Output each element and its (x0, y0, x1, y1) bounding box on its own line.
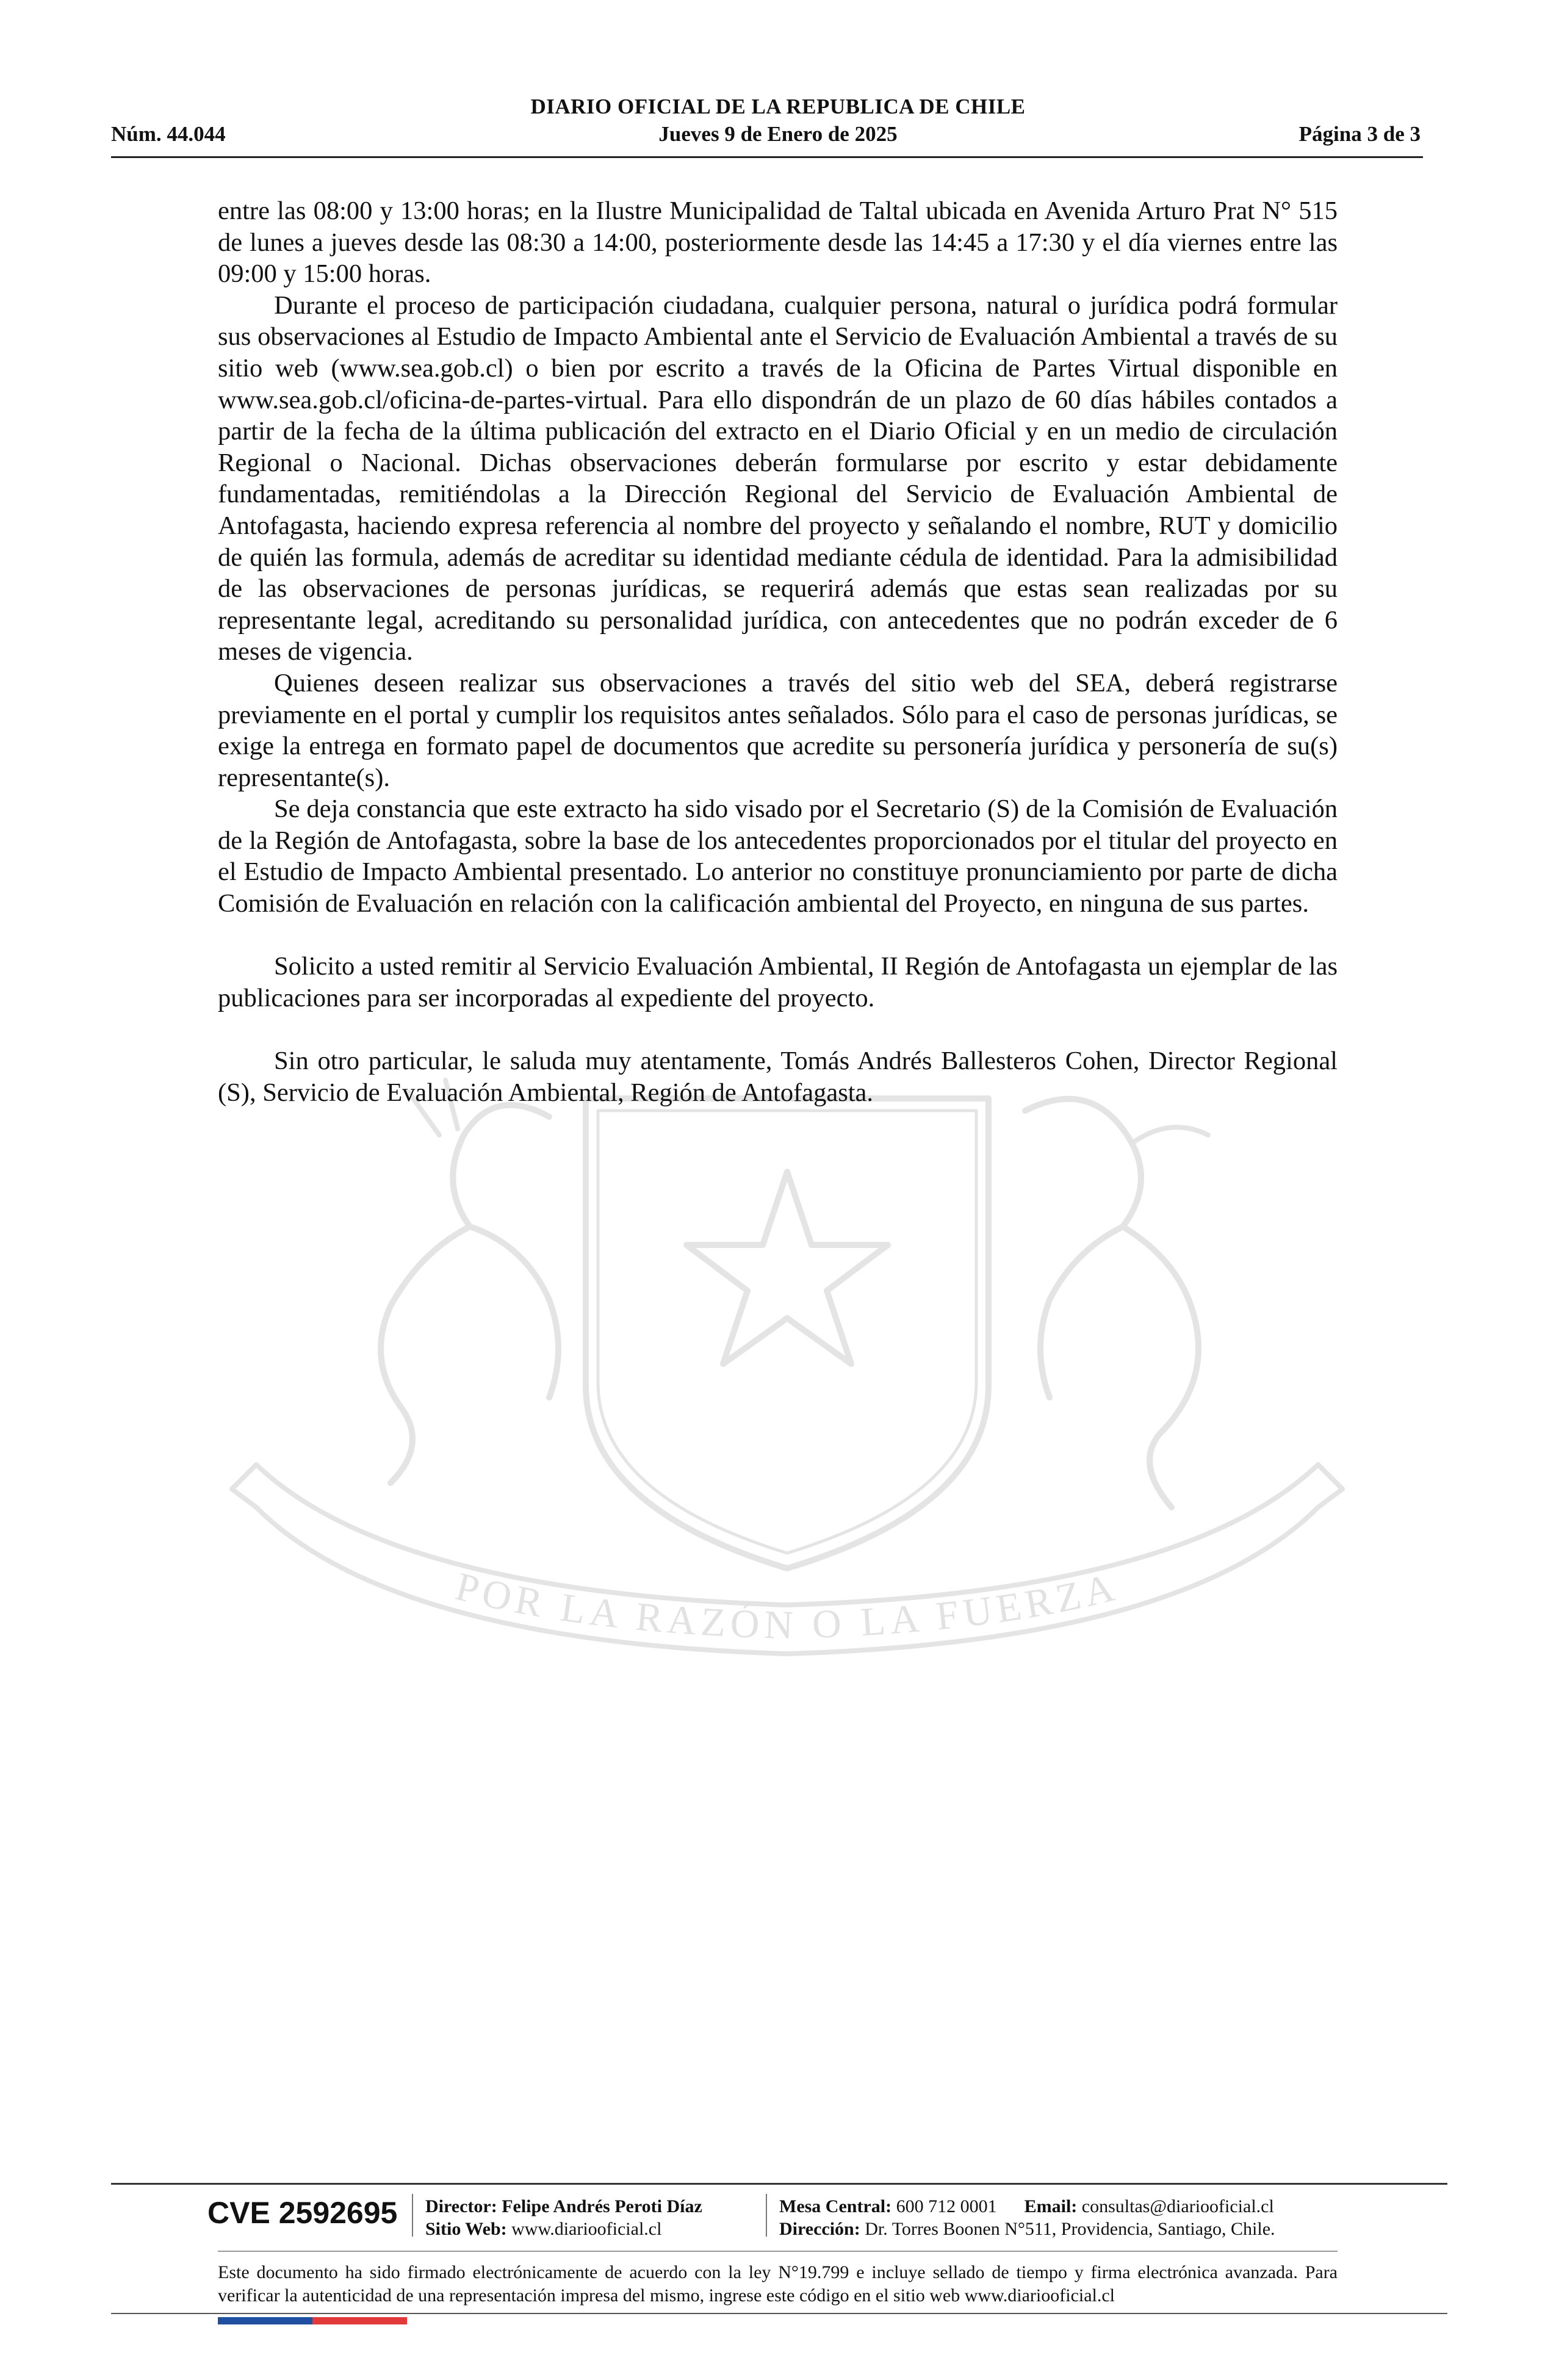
footer-separator (412, 2194, 413, 2237)
footer-divider-middle (218, 2251, 1338, 2252)
page-number: Página 3 de 3 (1298, 122, 1421, 146)
paragraph-gap (218, 1014, 1338, 1045)
paragraph-request: Solicito a usted remitir al Servicio Evaluación Ambiental, II Región de Antofagasta un ejemplar de las publicaciones para ser incorporadas al expediente del proyecto. (218, 952, 1338, 1012)
document-body (218, 195, 1338, 1108)
paragraph-gap (218, 920, 1338, 951)
website-line (425, 2218, 702, 2240)
footer-director-block (425, 2195, 702, 2240)
footer-divider-top (111, 2183, 1447, 2185)
issue-number: Núm. 44.044 (111, 122, 226, 146)
footer-separator (766, 2194, 767, 2237)
paragraph-participation: Durante el proceso de participación ciudadana, cualquier persona, natural o jurídica podrá formular sus observaciones al Estudio de Impacto Ambiental ante el Servicio de Evaluación Ambiental a través de su sitio web (www.sea.gob.cl) o bien por escrito a través de la Oficina de Partes Virtual disponible en www.sea.gob.cl/oficina-de-partes-virtual. Para ello dispondrán de un plazo de 60 días hábiles contados a partir de la fecha de la última publicación del extracto en el Diario Oficial y en un medio de circulación Regional o Nacional. Dichas observaciones deberán formularse por escrito y estar debidamente fundamentadas, remitiéndolas a la Dirección Regional del Servicio de Evaluación Ambiental de Antofagasta, haciendo expresa referencia al nombre del proyecto y señalando el nombre, RUT y domicilio de quién las formula, además de acreditar su identidad mediante cédula de identidad. Para la admisibilidad de las observaciones de personas jurídicas, se requerirá además que estas sean realizadas por su representante legal, acreditando su personalidad jurídica, con antecedentes que no podrán exceder de 6 meses de vigencia. (218, 290, 1338, 666)
header-divider (111, 156, 1423, 158)
address-value: Dr. Torres Boonen N°511, Providencia, Santiago, Chile. (865, 2219, 1275, 2239)
legal-notice: Este documento ha sido firmado electrónicamente de acuerdo con la ley N°19.799 e incluye sellado de tiempo y firma electrónica avanzada. Para verificar la autenticidad de una representación impresa del mismo, ingrese este código en el sitio web www.diariooficial.cl (218, 2262, 1338, 2306)
watermark-motto: POR LA RAZÓN O LA FUERZA (451, 1563, 1123, 1648)
website-label: Sitio Web: (425, 2219, 507, 2239)
footer-divider-bottom (111, 2313, 1447, 2314)
phone-label: Mesa Central: (779, 2196, 892, 2216)
paragraph-schedule: entre las 08:00 y 13:00 horas; en la Ilustre Municipalidad de Taltal ubicada en Avenida Arturo Prat N° 515 de lunes a jueves desde las 08:30 a 14:00, posteriormente desde las 14:45 a 17:30 y el día viernes entre las 09:00 y 15:00 horas. (218, 197, 1338, 289)
paragraph-signature: Sin otro particular, le saluda muy atentamente, Tomás Andrés Ballesteros Cohen, Director Regional (S), Servicio de Evaluación Ambiental, Región de Antofagasta. (218, 1047, 1338, 1107)
flag-stripe-red (312, 2317, 407, 2324)
publication-title: DIARIO OFICIAL DE LA REPUBLICA DE CHILE (530, 95, 1026, 118)
flag-stripe-blue (218, 2317, 312, 2324)
director-label: Director: (425, 2196, 497, 2216)
footer-contact-block (779, 2195, 1275, 2240)
paragraph-certification: Se deja constancia que este extracto ha sido visado por el Secretario (S) de la Comisión de Evaluación de la Región de Antofagasta, sobre la base de los antecedentes proporcionados por el titular del proyecto en el Estudio de Impacto Ambiental presentado. Lo anterior no constituye pronunciamiento por parte de dicha Comisión de Evaluación en relación con la calificación ambiental del Proyecto, en ninguna de sus partes. (218, 795, 1338, 918)
phone-number: 600 712 0001 (896, 2196, 997, 2216)
address-label: Dirección: (779, 2219, 860, 2239)
issue-date: Jueves 9 de Enero de 2025 (658, 122, 898, 146)
address-line (779, 2218, 1275, 2240)
svg-text:POR LA RAZÓN O LA FUERZA (451, 1564, 1123, 1648)
email-label: Email: (1024, 2196, 1078, 2216)
coat-of-arms-watermark-icon (207, 1044, 1367, 1678)
email-link[interactable]: consultas@diariooficial.cl (1081, 2196, 1274, 2216)
director-name: Felipe Andrés Peroti Díaz (502, 2196, 702, 2216)
cve-code: CVE 2592695 (207, 2196, 398, 2230)
paragraph-web-observations: Quienes deseen realizar sus observaciones a través del sitio web del SEA, deberá registrarse previamente en el portal y cumplir los requisitos antes señalados. Sólo para el caso de personas jurídicas, se exige la entrega en formato papel de documentos que acredite su personería jurídica y personería de su(s) representante(s). (218, 668, 1338, 792)
contact-line (779, 2195, 1275, 2218)
website-link[interactable]: www.diariooficial.cl (511, 2219, 662, 2239)
director-line (425, 2195, 702, 2218)
